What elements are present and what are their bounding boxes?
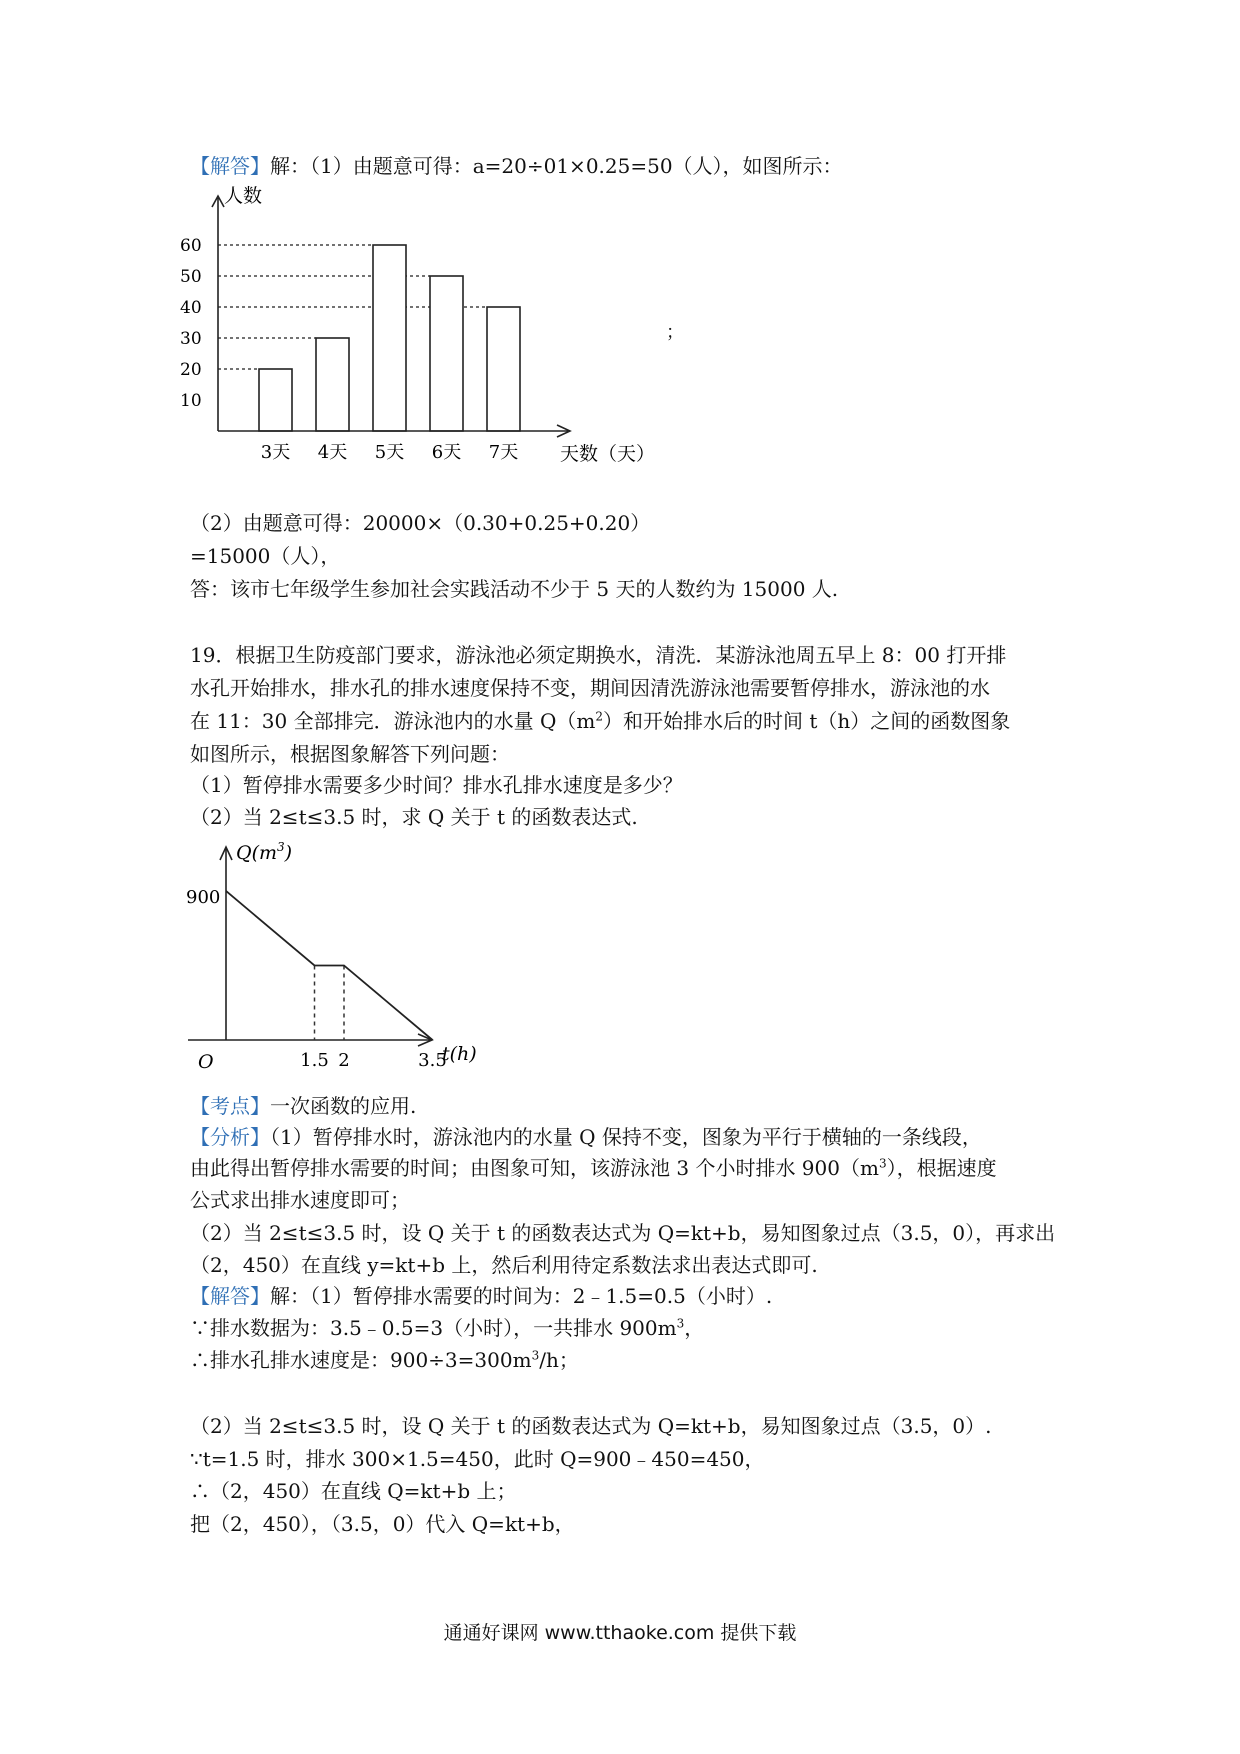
line-x-tick: 3.5 <box>418 1050 447 1071</box>
footer: 通通好课网 www.tthaoke.com 提供下载 <box>443 1622 797 1644</box>
bar-chart <box>180 180 680 470</box>
line-x-tick: 1.5 <box>300 1050 329 1071</box>
answer18-text: 解：（1）由题意可得：a=20÷01×0.25=50（人），如图所示： <box>270 154 843 178</box>
fenxi-line2: 由此得出暂停排水需要的时间；由图象可知，该游泳池 3 个小时排水 $900(m^3)$，根据速度 <box>190 1156 997 1180</box>
kaodian-tag: 【考点】 <box>190 1094 270 1118</box>
bar <box>487 307 520 431</box>
semicolon: ； <box>666 322 684 343</box>
jieda-line1: 【解答】解：（1）暂停排水需要的时间为：2﹣1.5=0.5（小时）. <box>190 1284 773 1308</box>
bar <box>373 245 406 431</box>
bar-y-label: 人数 <box>224 185 263 207</box>
bar-y-tick: 60 <box>180 236 202 256</box>
bar <box>316 338 349 431</box>
line-x-tick: 2 <box>338 1050 350 1071</box>
bar-y-tick: 50 <box>180 267 202 287</box>
jieda-line2: ∵排水数据为：3.5﹣0.5=3（小时），一共排水 $900m^3$， <box>190 1316 705 1340</box>
answer18-line2: （2）由题意可得：20000×（0.30+0.25+0.20） <box>190 511 651 535</box>
answer18-line1 <box>190 153 843 179</box>
answer-tag: 【解答】 <box>190 154 270 178</box>
line-series <box>226 891 433 1040</box>
bar-category-label: 7天 <box>488 442 519 463</box>
kaodian-line: 【考点】一次函数的应用. <box>190 1094 417 1118</box>
fenxi-line4: （2）当 2≤t≤3.5 时，设 Q 关于 t 的函数表达式为 Q=kt+b，易知图象过点（3.5，0），再求出 <box>190 1221 1056 1245</box>
answer18-line4: 答：该市七年级学生参加社会实践活动不少于 5 天的人数约为 15000 人. <box>190 577 839 601</box>
jieda-line3: ∴排水孔排水速度是：$900\div 3=300m^3/h$； <box>190 1348 579 1372</box>
jieda-line4: （2）当 2≤t≤3.5 时，设 Q 关于 t 的函数表达式为 Q=kt+b，易知图象过点（3.5，0）. <box>190 1414 992 1438</box>
bar-y-tick: 20 <box>180 360 202 380</box>
bar-category-label: 4天 <box>317 442 348 463</box>
line-x-label: t(h) <box>442 1043 477 1065</box>
q19-stem1: 19．根据卫生防疫部门要求，游泳池必须定期换水，清洗．某游泳池周五早上 8：00 打开排 <box>190 643 1007 667</box>
jieda-tag: 【解答】 <box>190 1284 270 1308</box>
bar-category-label: 6天 <box>431 442 462 463</box>
bar-x-label: 天数（天） <box>560 443 656 465</box>
fenxi-tag: 【分析】 <box>190 1125 270 1149</box>
bar-category-label: 5天 <box>374 442 405 463</box>
bar <box>430 276 463 431</box>
line-y-tick: 900 <box>186 887 221 908</box>
q19-stem3: 在 11：30 全部排完．游泳池内的水量 $Q(m^2)$和开始排水后的时间 t（h）之间的函数图象 <box>190 709 1011 733</box>
line-origin: O <box>198 1051 214 1073</box>
jieda-line6: ∴（2，450）在直线 Q=kt+b 上； <box>190 1479 517 1503</box>
q19-part1: （1）暂停排水需要多少时间？排水孔排水速度是多少？ <box>190 773 683 797</box>
q19-stem4: 如图所示，根据图象解答下列问题： <box>190 742 510 766</box>
bar-y-tick: 10 <box>180 391 202 411</box>
bar-y-tick: 30 <box>180 329 202 349</box>
q19-part2: （2）当 2≤t≤3.5 时，求 Q 关于 t 的函数表达式. <box>190 805 638 829</box>
bar <box>259 369 292 431</box>
fenxi-line3: 公式求出排水速度即可； <box>190 1188 410 1212</box>
fenxi-line1: 【分析】（1）暂停排水时，游泳池内的水量 Q 保持不变，图象为平行于横轴的一条线段， <box>190 1125 982 1149</box>
bar-category-label: 3天 <box>260 442 291 463</box>
jieda-line7: 把（2，450），（3.5，0）代入 Q=kt+b， <box>190 1512 575 1536</box>
line-chart <box>180 835 500 1075</box>
bar-y-tick: 40 <box>180 298 202 318</box>
answer18-line3: =15000（人）， <box>190 544 341 568</box>
line-y-label: $Q(m^3)$ <box>236 840 293 864</box>
fenxi-line5: （2，450）在直线 y=kt+b 上，然后利用待定系数法求出表达式即可. <box>190 1253 818 1277</box>
jieda-line5: ∵t=1.5 时，排水 300×1.5=450，此时 Q=900﹣450=450， <box>190 1447 765 1471</box>
q19-stem2: 水孔开始排水，排水孔的排水速度保持不变，期间因清洗游泳池需要暂停排水，游泳池的水 <box>190 676 990 700</box>
